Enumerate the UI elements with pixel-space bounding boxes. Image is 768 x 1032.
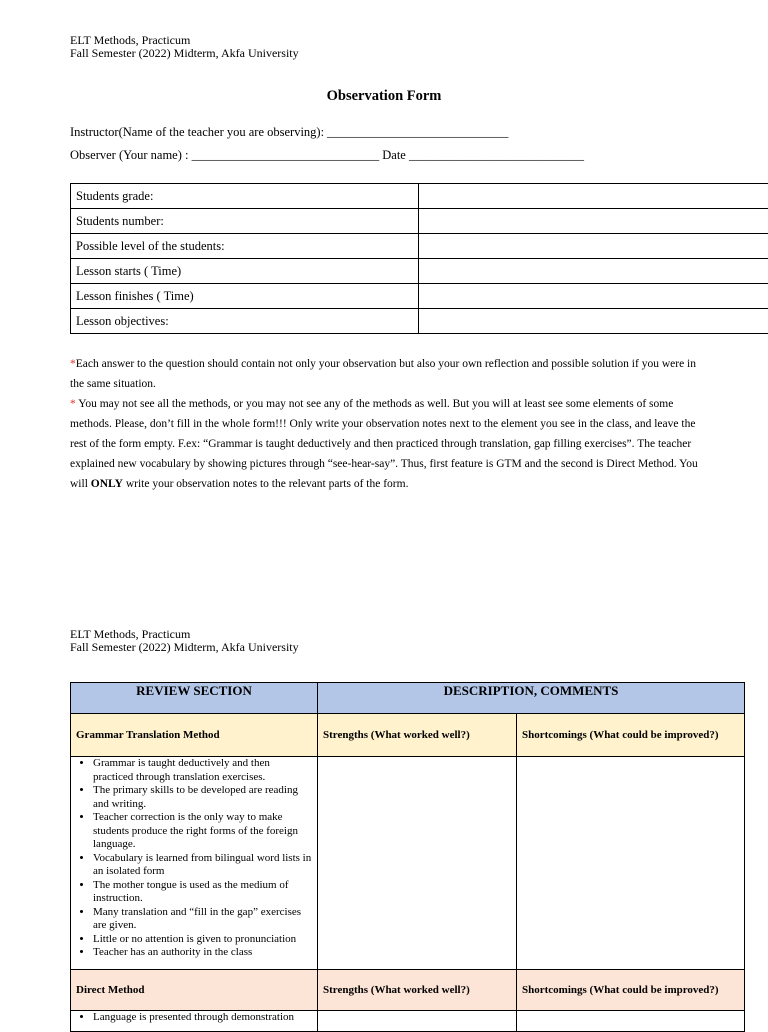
review-section-header: REVIEW SECTION: [71, 683, 318, 714]
lesson-info-table: [70, 183, 768, 334]
table-row: [71, 184, 768, 209]
table-row: [71, 234, 768, 259]
list-item: • Grammar is taught deductively and then practiced through translation exercises.: [93, 757, 312, 784]
table-row: [71, 284, 768, 309]
gtm-header-row: [71, 714, 745, 757]
list-item: • Teacher correction is the only way to make students produce the right forms of the foreign language.: [93, 811, 312, 852]
dm-strengths-label: Strengths (What worked well?): [318, 970, 517, 1011]
page-header: [70, 34, 299, 60]
gtm-title: Grammar Translation Method: [71, 714, 318, 757]
list-item: • The mother tongue is used as the medium of instruction.: [93, 879, 312, 906]
table-row: [71, 259, 768, 284]
dm-title: Direct Method: [71, 970, 318, 1011]
note-asterisk: *: [70, 358, 76, 370]
semester-info: Fall Semester (2022) Midterm, Akfa University: [70, 47, 299, 60]
row-value[interactable]: [418, 309, 768, 334]
list-item: • Vocabulary is learned from bilingual word lists in an isolated form: [93, 852, 312, 879]
note-text-end: write your observation notes to the relevant parts of the form.: [123, 478, 409, 490]
table-row: [71, 309, 768, 334]
observer-date-field: Observer (Your name) : ______________________________ Date ____________________________: [70, 148, 584, 163]
dm-strengths-cell[interactable]: [318, 1011, 517, 1032]
row-label: Lesson objectives:: [71, 309, 419, 334]
description-comments-header: DESCRIPTION, COMMENTS: [318, 683, 745, 714]
course-name: ELT Methods, Practicum: [70, 628, 299, 641]
row-value[interactable]: [418, 209, 768, 234]
row-label: Lesson finishes ( Time): [71, 284, 419, 309]
row-value[interactable]: [418, 234, 768, 259]
page-header: [70, 628, 299, 654]
list-item: • The primary skills to be developed are reading and writing.: [93, 784, 312, 811]
list-item: • Little or no attention is given to pronunciation: [93, 933, 312, 947]
row-value[interactable]: [418, 284, 768, 309]
note-emphasis: ONLY: [91, 478, 123, 490]
dm-features: [71, 1011, 318, 1032]
dm-shortcomings-label: Shortcomings (What could be improved?): [517, 970, 745, 1011]
list-item: • Many translation and “fill in the gap” exercises are given.: [93, 906, 312, 933]
row-label: Possible level of the students:: [71, 234, 419, 259]
semester-info: Fall Semester (2022) Midterm, Akfa University: [70, 641, 299, 654]
dm-header-row: [71, 970, 745, 1011]
course-name: ELT Methods, Practicum: [70, 34, 299, 47]
review-table: [70, 682, 745, 1032]
gtm-shortcomings-cell[interactable]: [517, 757, 745, 970]
note-text: You may not see all the methods, or you may not see any of the methods as well. But you will at least see some elements of some methods. Please, don’t fill in the whole form!!! Only write your observation notes next to the element you see in the class, and leave the rest of the form empty. F.ex: “Grammar is taught deductively and then practiced through translation, gap filling exercises”. The teacher explained new vocabulary by showing pictures through “see-hear-say”. Thus, first feature is GTM and the second is Direct Method. You will: [70, 398, 698, 490]
instructor-field: Instructor(Name of the teacher you are observing): _____________________________: [70, 125, 508, 140]
dm-shortcomings-cell[interactable]: [517, 1011, 745, 1032]
form-title: Observation Form: [0, 88, 768, 105]
gtm-body-row: [71, 757, 745, 970]
note-paragraph: [70, 354, 710, 394]
review-header-row: [71, 683, 745, 714]
row-label: Students grade:: [71, 184, 419, 209]
dm-body-row: [71, 1011, 745, 1032]
gtm-features: [71, 757, 318, 970]
instructions-notes: [70, 354, 710, 494]
row-label: Lesson starts ( Time): [71, 259, 419, 284]
gtm-shortcomings-label: Shortcomings (What could be improved?): [517, 714, 745, 757]
row-value[interactable]: [418, 259, 768, 284]
table-row: [71, 209, 768, 234]
note-paragraph: [70, 394, 710, 494]
gtm-strengths-cell[interactable]: [318, 757, 517, 970]
gtm-strengths-label: Strengths (What worked well?): [318, 714, 517, 757]
list-item: • Teacher has an authority in the class: [93, 946, 312, 960]
row-value[interactable]: [418, 184, 768, 209]
row-label: Students number:: [71, 209, 419, 234]
dm-feature-list: [76, 1011, 312, 1025]
note-text: Each answer to the question should contain not only your observation but also your own reflection and possible solution if you were in the same situation.: [70, 358, 696, 390]
note-asterisk: *: [70, 398, 76, 410]
gtm-feature-list: [76, 757, 312, 960]
list-item: • Language is presented through demonstration: [93, 1011, 312, 1025]
